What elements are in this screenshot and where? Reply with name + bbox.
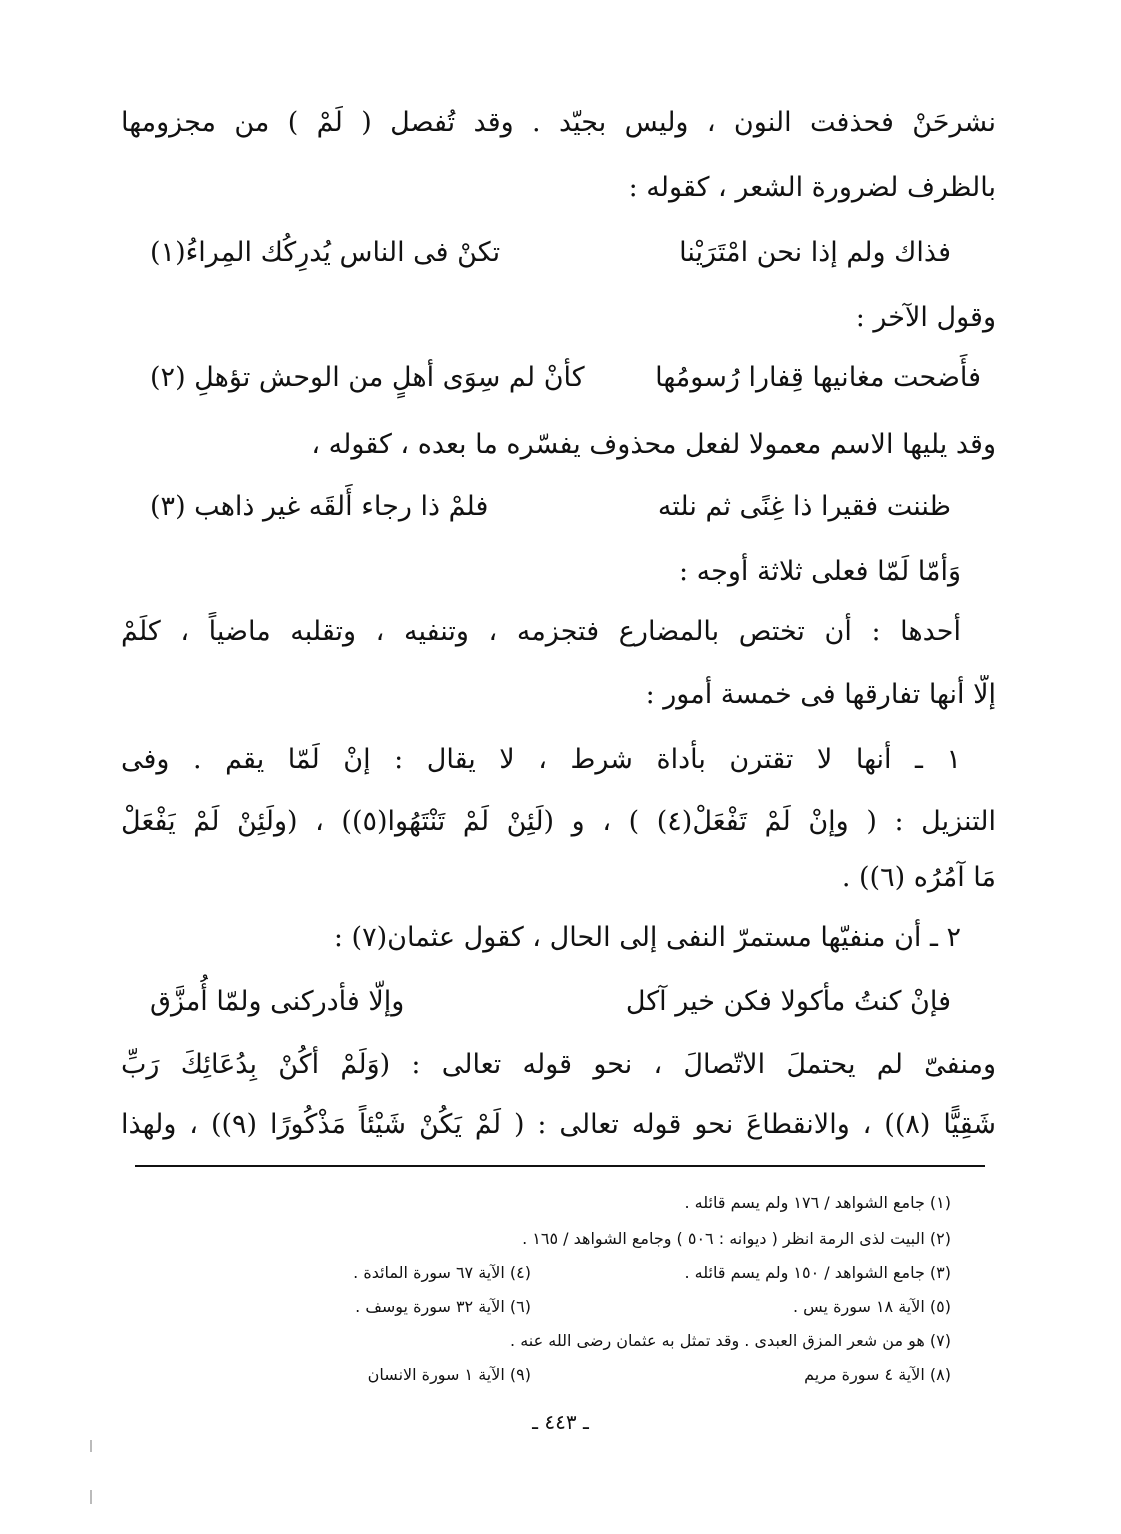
footnote: (٦) الآية ٣٢ سورة يوسف .: [355, 1297, 531, 1316]
footnote: (٤) الآية ٦٧ سورة المائدة .: [353, 1263, 531, 1282]
footnote: (٣) جامع الشواهد / ١٥٠ ولم يسم قائله .: [684, 1263, 951, 1282]
footnote: (٢) البيت لذى الرمة انظر ( ديوانه : ٥٠٦ ) وجامع الشواهد / ١٦٥ .: [522, 1229, 951, 1248]
text-line: وقد يليها الاسم معمولا لفعل محذوف يفسّره ما بعده ، كقوله ،: [311, 429, 996, 460]
scan-mark: [90, 1440, 92, 1452]
verse-hemistich-right: فذاك ولم إذا نحن امْتَرَيْنا: [679, 237, 951, 268]
text-line: شَقِيًّا (٨)) ، والانقطاعَ نحو قوله تعالى : ( لَمْ يَكُنْ شَيْئاً مَذْكُورًا (٩)) ، ولهذا: [121, 1109, 996, 1140]
text-line: ٢ ـ أن منفيّها مستمرّ النفى إلى الحال ، كقول عثمان(٧) :: [333, 922, 961, 953]
footnote: (٥) الآية ١٨ سورة يس .: [792, 1297, 951, 1316]
text-line: وقول الآخر :: [855, 302, 996, 333]
text-line: التنزيل : ( وإنْ لَمْ تَفْعَلْ(٤) ) ، و (لَئِنْ لَمْ تَنْتَهُوا(٥)) ، (ولَئِنْ لَمْ يَفْعَلْ: [121, 806, 996, 837]
footnote: (٩) الآية ١ سورة الانسان: [367, 1365, 531, 1384]
verse-hemistich-right: فأَضحت مغانيها قِفارا رُسومُها: [655, 362, 981, 393]
text-line: ١ ـ أنها لا تقترن بأداة شرط ، لا يقال : إنْ لَمّا يقم . وفى: [121, 744, 961, 775]
verse-hemistich-left: تكنْ فى الناس يُدرِكُك المِراءُ(١): [150, 237, 501, 268]
text-line: وَأَمّا لَمّا فعلى ثلاثة أوجه :: [679, 556, 961, 587]
verse-hemistich-left: وإلّا فأدركنى ولمّا أُمزَّق: [150, 986, 405, 1017]
footnote-divider: [135, 1165, 985, 1167]
page-number: ـ ٤٤٣ ـ: [532, 1410, 589, 1434]
text-line: نشرحَنْ فحذفت النون ، وليس بجيّد . وقد تُفصل ( لَمْ ) من مجزومها: [121, 107, 996, 138]
text-line: ومنفىّ لم يحتملَ الاتّصالَ ، نحو قوله تعالى : (وَلَمْ أَكُنْ بِدُعَائِكَ رَبِّ: [121, 1049, 996, 1080]
text-line: بالظرف لضرورة الشعر ، كقوله :: [628, 172, 996, 203]
verse-hemistich-left: كأنْ لم سِوَى أهلٍ من الوحش تؤهلِ (٢): [150, 362, 585, 393]
verse-hemistich-right: ظننت فقيرا ذا غِنًى ثم نلته: [657, 491, 951, 522]
verse-hemistich-left: فلمْ ذا رجاء أَلقَه غير ذاهب (٣): [150, 491, 489, 522]
text-line: إلّا أنها تفارقها فى خمسة أمور :: [645, 679, 996, 710]
text-line: مَا آمُرُه (٦)) .: [841, 862, 996, 893]
footnote: (٧) هو من شعر المزق العبدى . وقد تمثل به عثمان رضى الله عنه .: [510, 1331, 951, 1350]
footnote: (١) جامع الشواهد / ١٧٦ ولم يسم قائله .: [684, 1193, 951, 1212]
verse-hemistich-right: فإنْ كنتُ مأكولا فكن خير آكل: [625, 986, 951, 1017]
scan-mark: [90, 1490, 92, 1504]
text-line: أحدها : أن تختص بالمضارع فتجزمه ، وتنفيه ، وتقلبه ماضياً ، كلَمْ: [121, 616, 961, 647]
footnote: (٨) الآية ٤ سورة مريم: [804, 1365, 951, 1384]
